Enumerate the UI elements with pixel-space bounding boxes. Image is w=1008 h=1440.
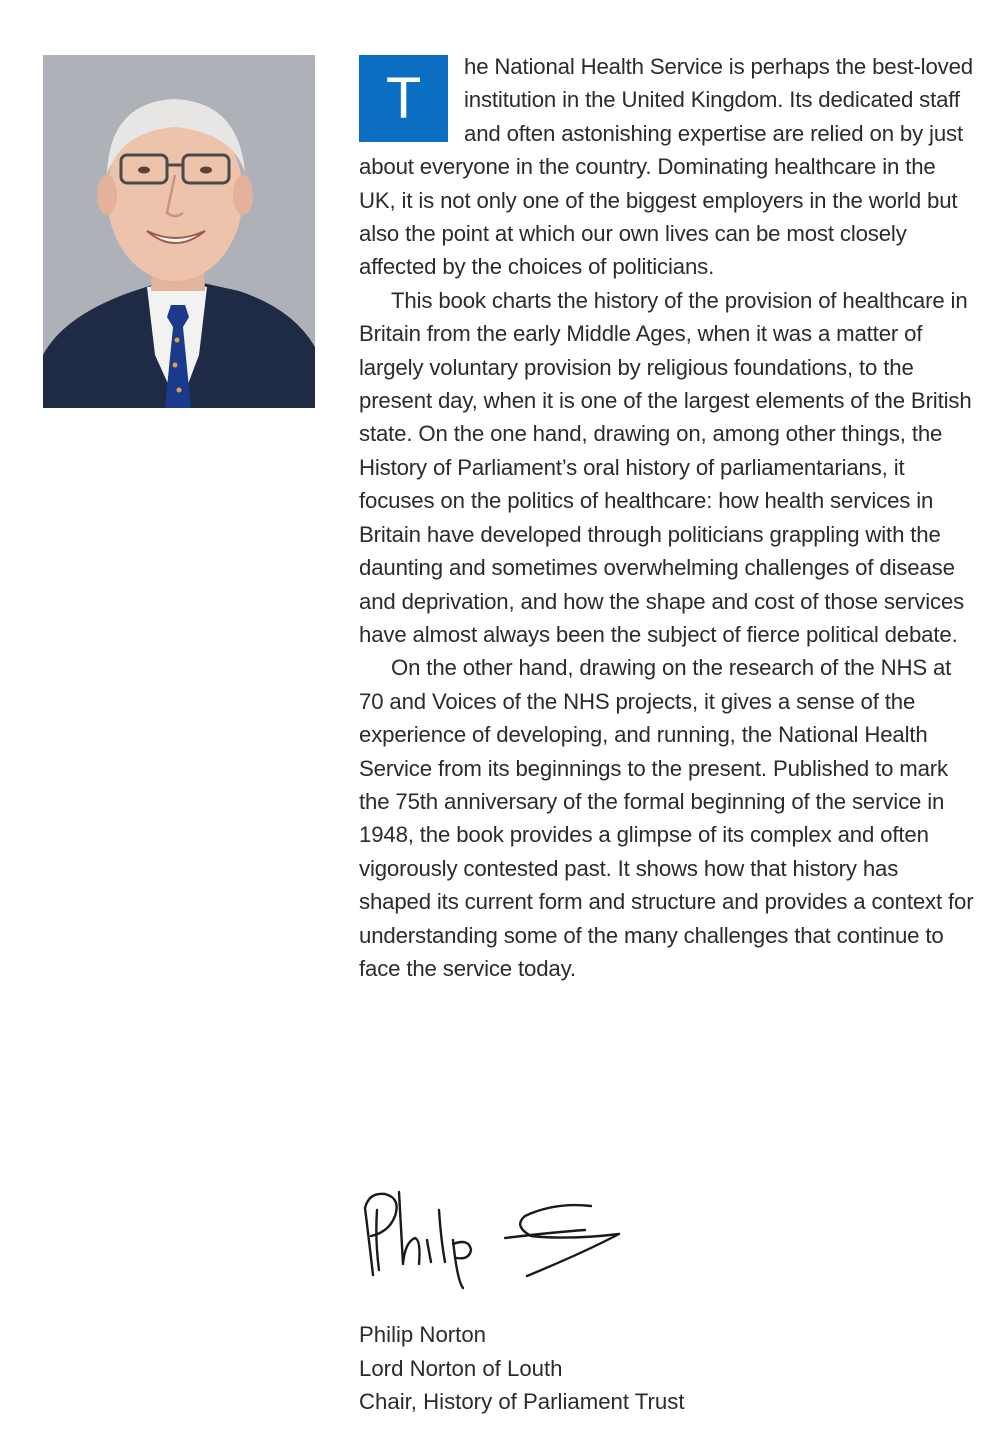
author-role: Chair, History of Parliament Trust	[359, 1389, 685, 1415]
handwritten-signature	[355, 1180, 635, 1290]
introduction-text	[359, 50, 974, 985]
author-name: Philip Norton	[359, 1322, 487, 1347]
author-sign-off	[359, 1318, 685, 1419]
dropcap: T	[359, 55, 448, 142]
author-portrait	[43, 55, 315, 408]
paragraph-1: he National Health Service is perhaps the best-loved institution in the United Kingdom. Its dedicated staff and often astonishing expertise are relied on by just about everyone in the country. Dominating healthcare in the UK, it is not only one of the biggest employers in the world but also the point at which our own lives can be most closely affected by the choices of politicians.	[359, 54, 973, 280]
paragraph-3: On the other hand, drawing on the research of the NHS at 70 and Voices of the NHS projects, it gives a sense of the experience of developing, and running, the National Health Service from its beginnings to the present. Published to mark the 75th anniversary of the formal beginning of the service in 1948, the book provides a glimpse of its complex and often vigorously contested past. It shows how that history has shaped its current form and structure and provides a context for understanding some of the many challenges that continue to face the service today.	[359, 655, 974, 981]
author-title: Lord Norton of Louth	[359, 1355, 563, 1381]
paragraph-2: This book charts the history of the provision of healthcare in Britain from the early Middle Ages, when it was a matter of largely voluntary provision by religious foundations, to the present day, when it is one of the largest elements of the British state. On the one hand, drawing on, among other things, the History of Parliament’s oral history of parliamentarians, it focuses on the politics of healthcare: how health services in Britain have developed through politicians grappling with the daunting and sometimes overwhelming challenges of disease and deprivation, and how the shape and cost of those services have almost always been the subject of fierce political debate.	[359, 287, 972, 647]
